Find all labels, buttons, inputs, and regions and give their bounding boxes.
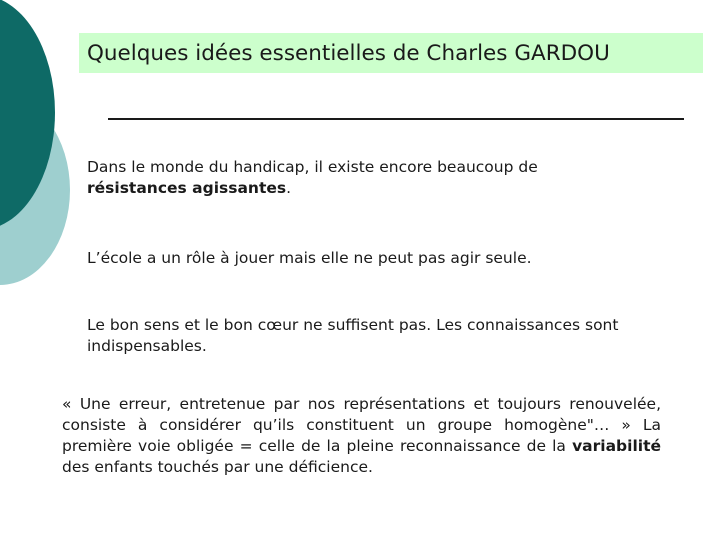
paragraph-4-end: des enfants touchés par une déficience. xyxy=(62,458,373,476)
title-divider xyxy=(108,118,684,120)
paragraph-ecole xyxy=(87,248,647,269)
paragraph-1-end: . xyxy=(286,179,292,197)
paragraph-3-text: Le bon sens et le bon cœur ne suffisent pas. Les connaissances sont indispensables. xyxy=(87,316,619,355)
slide-title: Quelques idées essentielles de Charles GARDOU xyxy=(87,40,610,66)
paragraph-resistances xyxy=(87,157,647,199)
paragraph-connaissances xyxy=(87,315,687,357)
paragraph-4-text: « Une erreur, entretenue par nos représentations et toujours renouvelée, consiste à considérer qu’ils constituent un groupe homogène"… » La première voie obligée = celle de la pleine reconnaissance de la xyxy=(62,395,661,455)
slide-title-bar xyxy=(79,33,703,73)
paragraph-4-emphasis: variabilité xyxy=(572,437,661,455)
paragraph-1-text: Dans le monde du handicap, il existe encore beaucoup de xyxy=(87,158,538,176)
paragraph-quote-variabilite xyxy=(62,394,661,478)
paragraph-1-emphasis: résistances agissantes xyxy=(87,179,287,197)
paragraph-2-text: L’école a un rôle à jouer mais elle ne peut pas agir seule. xyxy=(87,249,532,267)
